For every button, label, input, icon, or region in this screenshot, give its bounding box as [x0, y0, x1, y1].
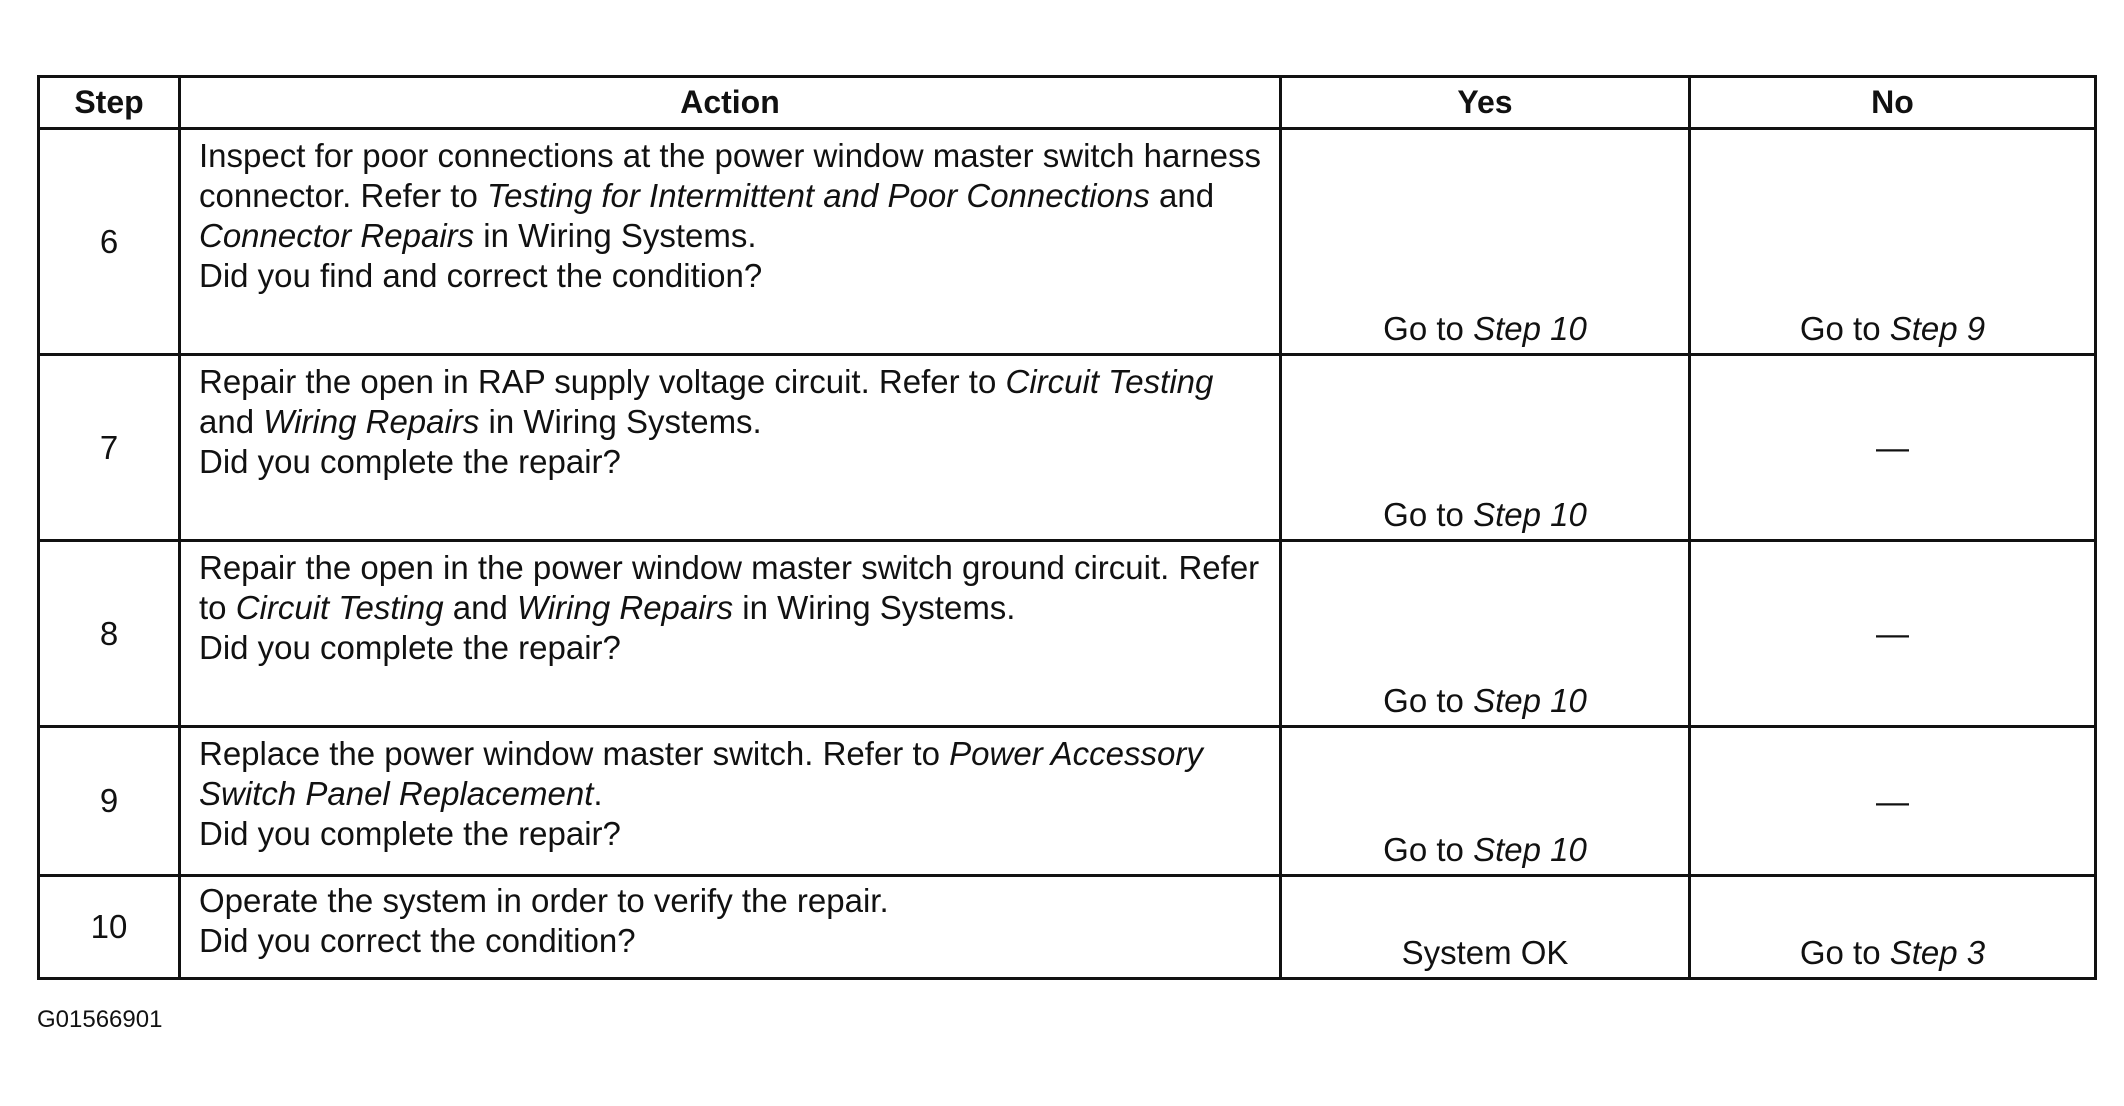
- no-dash: —: [1876, 782, 1909, 820]
- action-text: [199, 362, 1263, 442]
- action-cell: [180, 355, 1281, 541]
- reference-link: Wiring Repairs: [516, 589, 734, 626]
- yes-text: Go to: [1383, 310, 1474, 347]
- reference-link: Power Accessory Switch Panel Replacement: [199, 735, 1203, 812]
- action-text: [199, 734, 1263, 814]
- action-text: [199, 136, 1263, 256]
- yes-cell: [1281, 876, 1690, 979]
- yes-text: Go to: [1383, 682, 1474, 719]
- no-cell: [1690, 727, 2096, 876]
- table-row-step-8: [39, 541, 2096, 727]
- yes-cell: [1281, 355, 1690, 541]
- step-number: 9: [39, 727, 180, 876]
- no-text: Go to: [1799, 310, 1890, 347]
- table-row-step-6: [39, 129, 2096, 355]
- action-question: Did you correct the condition?: [199, 922, 636, 959]
- no-cell: [1690, 355, 2096, 541]
- action-text-run: .: [593, 775, 603, 812]
- action-cell: [180, 727, 1281, 876]
- yes-text: Go to: [1383, 831, 1474, 868]
- step-number: 8: [39, 541, 180, 727]
- action-text-run: in Wiring Systems.: [479, 403, 762, 440]
- action-text-run: and: [199, 403, 264, 440]
- action-text-run: and: [1149, 177, 1215, 214]
- figure-id-caption: G01566901: [37, 1006, 163, 1033]
- action-question: Did you complete the repair?: [199, 443, 621, 480]
- header-action: Action: [180, 77, 1281, 129]
- no-cell: [1690, 541, 2096, 727]
- action-cell: [180, 129, 1281, 355]
- action-cell: [180, 876, 1281, 979]
- diagnostic-table-container: [37, 75, 2094, 980]
- no-step-ref: Step 9: [1889, 310, 1986, 347]
- action-text-run: Repair the open in RAP supply voltage circuit. Refer to: [199, 363, 1006, 400]
- action-text-run: in Wiring Systems.: [474, 217, 757, 254]
- no-dash: —: [1876, 429, 1909, 466]
- yes-cell: [1281, 129, 1690, 355]
- reference-link: Wiring Repairs: [263, 403, 480, 440]
- diagnostic-table: [37, 75, 2097, 980]
- header-yes: Yes: [1281, 77, 1690, 129]
- no-cell: [1690, 129, 2096, 355]
- no-text: Go to: [1799, 934, 1890, 971]
- action-question: Did you complete the repair?: [199, 815, 621, 852]
- header-no: No: [1690, 77, 2096, 129]
- action-text: [199, 548, 1263, 628]
- table-row-step-10: [39, 876, 2096, 979]
- no-cell: [1690, 876, 2096, 979]
- yes-text: Go to: [1383, 496, 1474, 533]
- yes-cell: [1281, 727, 1690, 876]
- step-number: 7: [39, 355, 180, 541]
- reference-link: Circuit Testing: [1005, 363, 1214, 400]
- no-step-ref: Step 3: [1889, 934, 1986, 971]
- action-text-run: Operate the system in order to verify the repair.: [199, 882, 889, 919]
- reference-link: Circuit Testing: [235, 589, 444, 626]
- action-question: Did you complete the repair?: [199, 629, 621, 666]
- action-cell: [180, 541, 1281, 727]
- yes-step-ref: Step 10: [1473, 496, 1587, 533]
- action-text-run: Inspect for poor connections at the power window master switch harness connector. Refer to: [199, 137, 1262, 214]
- reference-link: Connector Repairs: [199, 217, 475, 254]
- action-question: Did you find and correct the condition?: [199, 257, 763, 294]
- action-text-run: in Wiring Systems.: [733, 589, 1016, 626]
- action-text-run: and: [443, 589, 517, 626]
- action-text-run: Repair the open in the power window master switch ground circuit. Refer to: [199, 549, 1260, 626]
- action-text: [199, 881, 1263, 921]
- header-step: Step: [39, 77, 180, 129]
- no-dash: —: [1876, 615, 1909, 652]
- step-number: 6: [39, 129, 180, 355]
- yes-text: System OK: [1401, 934, 1569, 971]
- header-row: [39, 77, 2096, 129]
- action-text-run: Replace the power window master switch. Refer to: [199, 735, 950, 772]
- table-row-step-7: [39, 355, 2096, 541]
- step-number: 10: [39, 876, 180, 979]
- table-row-step-9: [39, 727, 2096, 876]
- yes-step-ref: Step 10: [1473, 831, 1587, 868]
- reference-link: Testing for Intermittent and Poor Connections: [487, 177, 1150, 214]
- yes-step-ref: Step 10: [1473, 682, 1587, 719]
- yes-cell: [1281, 541, 1690, 727]
- yes-step-ref: Step 10: [1473, 310, 1587, 347]
